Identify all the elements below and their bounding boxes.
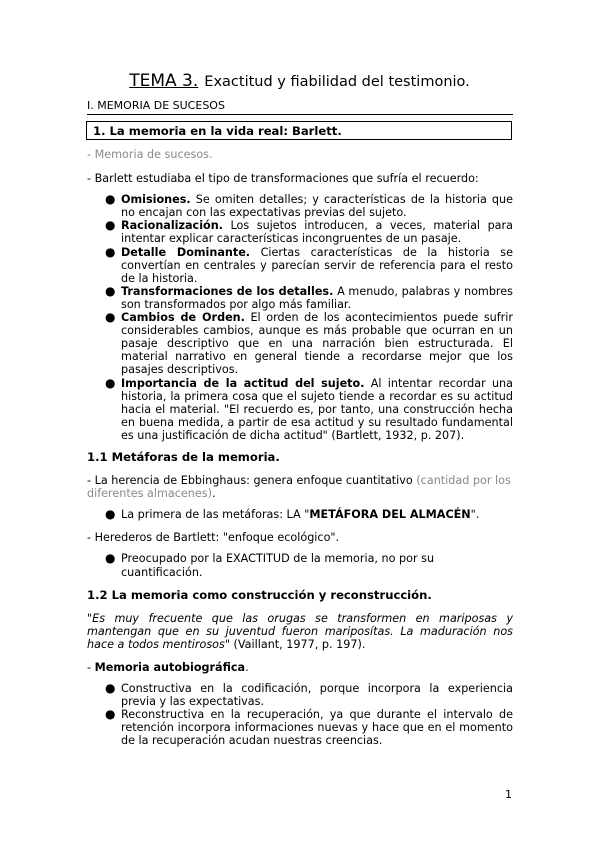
list-item — [87, 219, 513, 245]
metaphor-bold: METÁFORA DEL ALMACÉN — [309, 508, 471, 522]
list-item-text: Constructiva en la codificación, porque incorpora la experiencia previa y las expectativas. — [121, 682, 513, 709]
list-item — [87, 285, 513, 311]
quote-text: "Es muy frecuente que las orugas se transformen en mariposas y mantengan que en su juventud fueron mariposítas. La maduración nos hace a todos mentirosos" — [87, 611, 513, 651]
list-item-text: Ciertas características de la historia se convertían en centrales y parecían servir de referencia para el resto de la historia. — [121, 245, 513, 285]
title-tema: TEMA 3. — [129, 71, 199, 91]
bullet-icon: ● — [105, 507, 116, 522]
list-item — [87, 552, 513, 578]
list-item-text: El orden de los acontecimientos puede sufrir considerables cambios, aunque es más probable que ocurran en un pasaje descriptivo que en una narración bien estructurada. El material narrativo en general tiende a recordarse mejor que los pasajes descriptivos. — [121, 311, 513, 377]
ebbinghaus-end: . — [211, 487, 216, 501]
list-item — [87, 708, 513, 747]
quote-citation: (Vaillant, 1977, p. 197). — [229, 637, 366, 651]
metaphor-text: La primera de las metáforas: LA " — [121, 508, 310, 522]
list-item-term: Omisiones. — [121, 193, 191, 207]
list-item-text: Los sujetos introducen, a veces, material para intentar explicar características incongruentes de un pasaje. — [121, 219, 513, 246]
list-item-text: A menudo, palabras y nombres son transformados por algo más familiar. — [121, 284, 513, 311]
list-item-term: Importancia de la actitud del sujeto. — [121, 376, 365, 390]
bullet-icon: ● — [105, 310, 116, 325]
title-text: Exactitud y fiabilidad del testimonio. — [204, 74, 470, 90]
bullet-icon: ● — [105, 707, 116, 722]
list-item-term: Detalle Dominante. — [121, 245, 251, 259]
metaphor-end: ". — [470, 508, 480, 522]
paragraph-quote — [87, 612, 513, 651]
paragraph-ebbinghaus — [87, 474, 513, 500]
document-title — [0, 70, 599, 93]
bullet-icon: ● — [105, 551, 116, 566]
bullet-icon: ● — [105, 218, 116, 233]
transformations-list — [87, 193, 513, 442]
list-item — [87, 311, 513, 376]
bullet-icon: ● — [105, 375, 116, 390]
bullet-icon: ● — [105, 681, 116, 696]
boxed-heading: 1. La memoria en la vida real: Barlett. — [86, 121, 512, 140]
ebbinghaus-note: (cantidad por los diferentes almacenes) — [87, 474, 511, 501]
ebbinghaus-text: - La herencia de Ebbinghaus: genera enfoque cuantitativo — [87, 474, 413, 488]
paragraph-herederos: - Herederos de Bartlett: "enfoque ecológico". — [87, 531, 340, 545]
bullet-icon: ● — [105, 244, 116, 259]
bullet-icon: ● — [105, 283, 116, 298]
list-item-text: Reconstructiva en la recuperación, ya que durante el intervalo de retención incorpora informaciones nuevas y hace que en el momento de la recuperación acudan nuestras creencias. — [121, 708, 513, 748]
page-number: 1 — [505, 788, 512, 801]
document-body — [87, 148, 513, 748]
list-item-term: Transformaciones de los detalles. — [121, 284, 334, 298]
autobiographic-list — [87, 682, 513, 747]
list-item — [87, 508, 513, 521]
heading-metaforas: 1.1 Metáforas de la memoria. — [87, 449, 280, 464]
autobio-prefix: - — [87, 661, 95, 674]
list-item-text: Al intentar recordar una historia, la primera cosa que el sujeto tiende a recordar es su actitud hacia el material. "El recuerdo es, por tanto, una construcción hecha en buena medida, a partir de esa actitud y su resultado fundamental es una justificación de dicha actitud" (Bartlett, 1932, p. 207). — [121, 376, 513, 442]
metaphor-list — [87, 508, 513, 521]
autobio-bold: Memoria autobiográfica — [94, 661, 246, 674]
list-item-term: Racionalización. — [121, 219, 223, 233]
bullet-icon: ● — [105, 192, 116, 207]
section-heading: I. MEMORIA DE SUCESOS — [87, 99, 513, 115]
list-item — [87, 193, 513, 219]
list-item-term: Cambios de Orden. — [121, 311, 245, 325]
list-item — [87, 377, 513, 442]
list-item — [87, 246, 513, 285]
paragraph-barlett-intro: - Barlett estudiaba el tipo de transformaciones que sufría el recuerdo: — [87, 172, 479, 186]
ecological-list — [87, 552, 513, 578]
heading-construccion: 1.2 La memoria como construcción y reconstrucción. — [87, 587, 432, 602]
ecological-text: Preocupado por la EXACTITUD de la memoria, no por su cuantificación. — [121, 552, 435, 579]
list-item-text: Se omiten detalles; y características de la historia que no encajan con las expectativas previas del sujeto. — [121, 193, 513, 220]
list-item — [87, 682, 513, 708]
paragraph-autobiografica — [87, 661, 513, 674]
autobio-end: . — [245, 661, 249, 674]
paragraph-memoria-sucesos: - Memoria de sucesos. — [87, 148, 213, 161]
